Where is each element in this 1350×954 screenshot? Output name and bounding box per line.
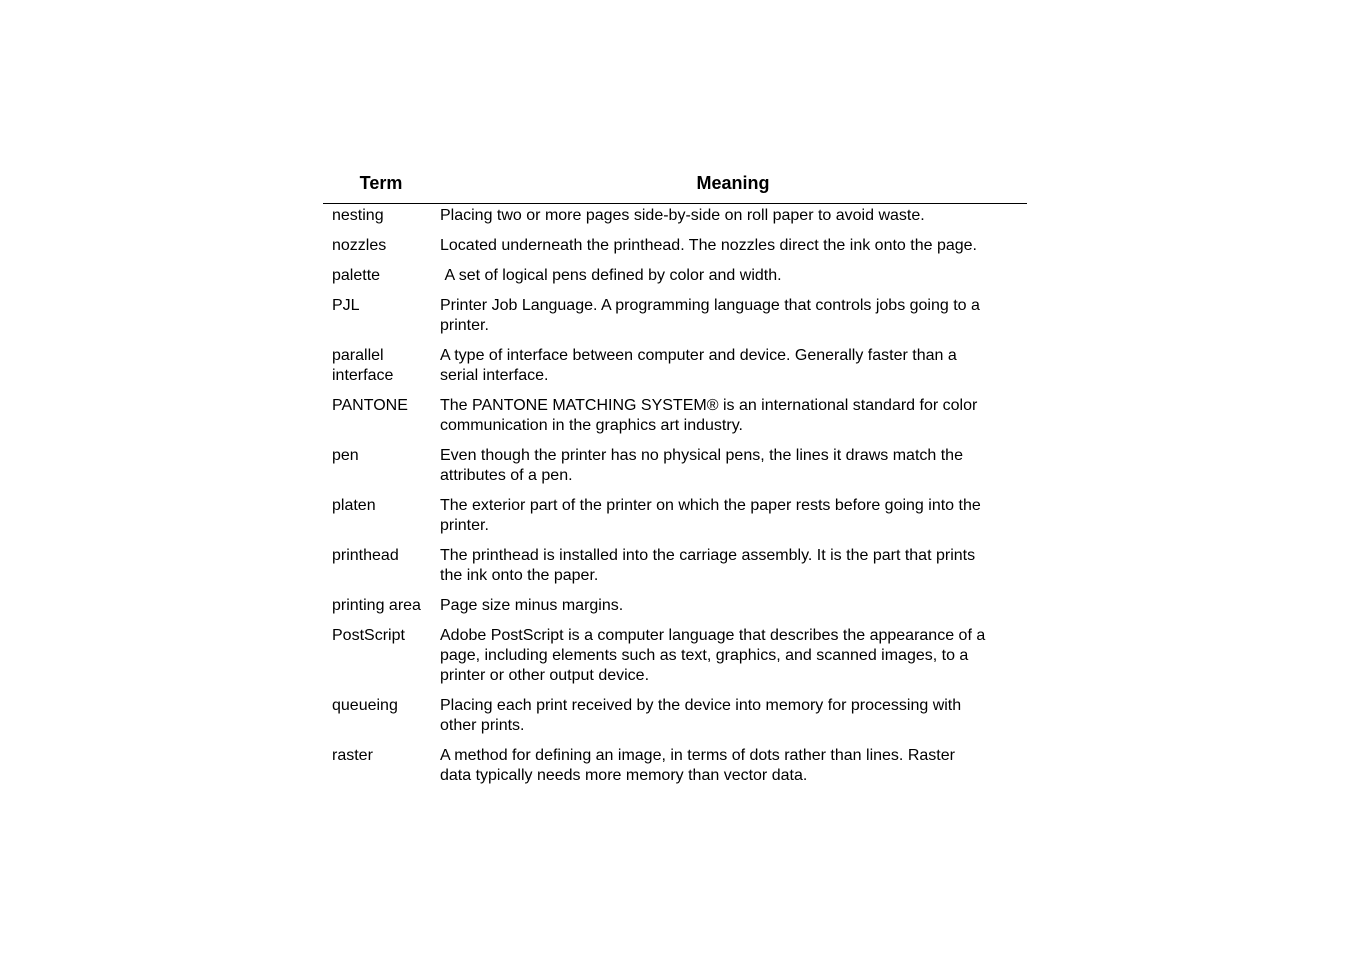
term-cell: platen [332, 497, 376, 514]
table-row [323, 624, 1027, 694]
table-row [323, 394, 1027, 444]
table-header [323, 170, 1027, 204]
meaning-cell: Placing each print received by the device into memory for processing with other prints. [440, 697, 962, 734]
term-cell: nozzles [332, 237, 387, 254]
term-cell: PANTONE [332, 397, 408, 414]
table-row [323, 744, 1027, 794]
meaning-cell: Placing two or more pages side-by-side on roll paper to avoid waste. [440, 207, 925, 224]
term-cell: pen [332, 447, 359, 464]
table-row [323, 594, 1027, 624]
term-cell: palette [332, 267, 381, 284]
meaning-cell: A set of logical pens defined by color and width. [440, 267, 782, 284]
table-row [323, 694, 1027, 744]
term-cell: PostScript [332, 627, 405, 644]
term-cell: printhead [332, 547, 399, 564]
table-row [323, 444, 1027, 494]
meaning-cell: A type of interface between computer and device. Generally faster than a serial interface. [440, 347, 957, 384]
term-cell: parallel interface [332, 347, 394, 384]
table-row [323, 264, 1027, 294]
term-cell: raster [332, 747, 373, 764]
meaning-cell: Adobe PostScript is a computer language that describes the appearance of a page, including elements such as text, graphics, and scanned images, to a printer or other output device. [440, 627, 986, 684]
meaning-cell: The exterior part of the printer on which the paper rests before going into the printer. [440, 497, 981, 534]
meaning-cell: Printer Job Language. A programming language that controls jobs going to a printer. [440, 297, 980, 334]
meaning-cell: Even though the printer has no physical pens, the lines it draws match the attributes of a pen. [440, 447, 963, 484]
meaning-column-header: Meaning [696, 173, 770, 193]
table-row [323, 294, 1027, 344]
table-row [323, 344, 1027, 394]
table-body [323, 204, 1027, 794]
term-cell: PJL [332, 297, 360, 314]
meaning-cell: Page size minus margins. [440, 597, 624, 614]
glossary-table [323, 170, 1027, 794]
meaning-cell: The PANTONE MATCHING SYSTEM® is an international standard for color communication in the graphics art industry. [440, 397, 978, 434]
table-row [323, 234, 1027, 264]
table-row [323, 544, 1027, 594]
term-cell: queueing [332, 697, 398, 714]
term-cell: nesting [332, 207, 384, 224]
term-column-header: Term [359, 173, 403, 193]
meaning-cell: A method for defining an image, in terms of dots rather than lines. Raster data typically needs more memory than vector data. [440, 747, 955, 784]
table-row [323, 204, 1027, 234]
table-row [323, 494, 1027, 544]
term-cell: printing area [332, 597, 421, 614]
meaning-cell: The printhead is installed into the carriage assembly. It is the part that prints the ink onto the paper. [440, 547, 976, 584]
meaning-cell: Located underneath the printhead. The nozzles direct the ink onto the page. [440, 237, 977, 254]
